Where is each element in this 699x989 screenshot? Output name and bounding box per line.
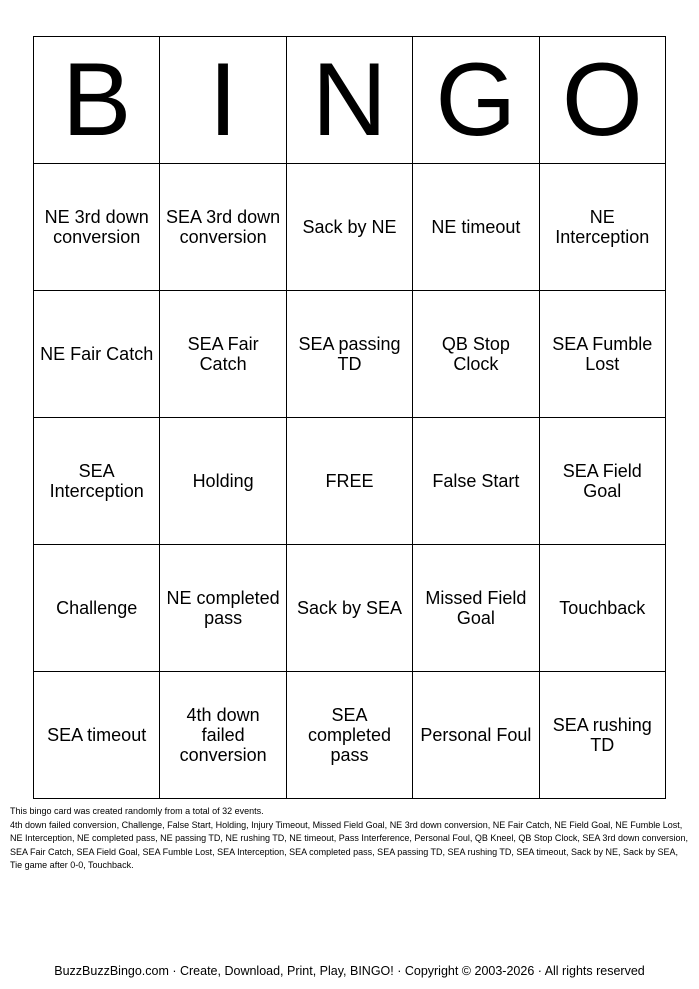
bingo-cell: NE Interception <box>539 164 665 291</box>
note-intro: This bingo card was created randomly from a total of 32 events. <box>10 806 264 816</box>
bingo-cell: SEA Interception <box>34 418 160 545</box>
bingo-cell: Sack by SEA <box>286 545 412 672</box>
bingo-cell: Holding <box>160 418 286 545</box>
free-space-cell: FREE <box>286 418 412 545</box>
bingo-header-row <box>34 37 666 164</box>
bingo-cell: SEA 3rd down conversion <box>160 164 286 291</box>
bingo-cell: SEA rushing TD <box>539 672 665 799</box>
note-event-list: 4th down failed conversion, Challenge, False Start, Holding, Injury Timeout, Missed Field Goal, NE 3rd down conversion, NE Fair Catch, NE Field Goal, NE Fumble Lost, NE Interception, NE completed pass, NE passing TD, NE rushing TD, NE timeout, Pass Interference, Personal Foul, QB Kneel, QB Stop Clock, SEA 3rd down conversion, SEA Fair Catch, SEA Field Goal, SEA Fumble Lost, SEA Interception, SEA completed pass, SEA passing TD, SEA rushing TD, SEA timeout, Sack by NE, Sack by SEA, Tie game after 0-0, Touchback. <box>10 819 688 870</box>
bingo-cell: SEA Field Goal <box>539 418 665 545</box>
site-footer: BuzzBuzzBingo.com · Create, Download, Print, Play, BINGO! · Copyright © 2003-2026 · All rights reserved <box>54 964 645 978</box>
bingo-cell: NE Fair Catch <box>34 291 160 418</box>
bingo-cell: Challenge <box>34 545 160 672</box>
bingo-cell: False Start <box>413 418 539 545</box>
bingo-cell: 4th down failed conversion <box>160 672 286 799</box>
bingo-cell: Personal Foul <box>413 672 539 799</box>
header-letter-i: I <box>160 37 286 164</box>
bingo-cell: NE 3rd down conversion <box>34 164 160 291</box>
header-letter-g: G <box>413 37 539 164</box>
bingo-cell: SEA timeout <box>34 672 160 799</box>
bingo-cell: SEA Fair Catch <box>160 291 286 418</box>
bingo-cell: Missed Field Goal <box>413 545 539 672</box>
bingo-cell: QB Stop Clock <box>413 291 539 418</box>
bingo-cell: NE completed pass <box>160 545 286 672</box>
bingo-cell: Touchback <box>539 545 665 672</box>
bingo-cell: SEA Fumble Lost <box>539 291 665 418</box>
header-letter-b: B <box>34 37 160 164</box>
header-letter-o: O <box>539 37 665 164</box>
bingo-cell: SEA completed pass <box>286 672 412 799</box>
bingo-card <box>33 36 666 799</box>
bingo-cell: NE timeout <box>413 164 539 291</box>
bingo-cell: Sack by NE <box>286 164 412 291</box>
bingo-cell: SEA passing TD <box>286 291 412 418</box>
event-list-note <box>10 805 690 873</box>
bingo-row <box>34 672 666 799</box>
header-letter-n: N <box>286 37 412 164</box>
bingo-row <box>34 291 666 418</box>
bingo-row <box>34 164 666 291</box>
bingo-row <box>34 545 666 672</box>
bingo-row <box>34 418 666 545</box>
